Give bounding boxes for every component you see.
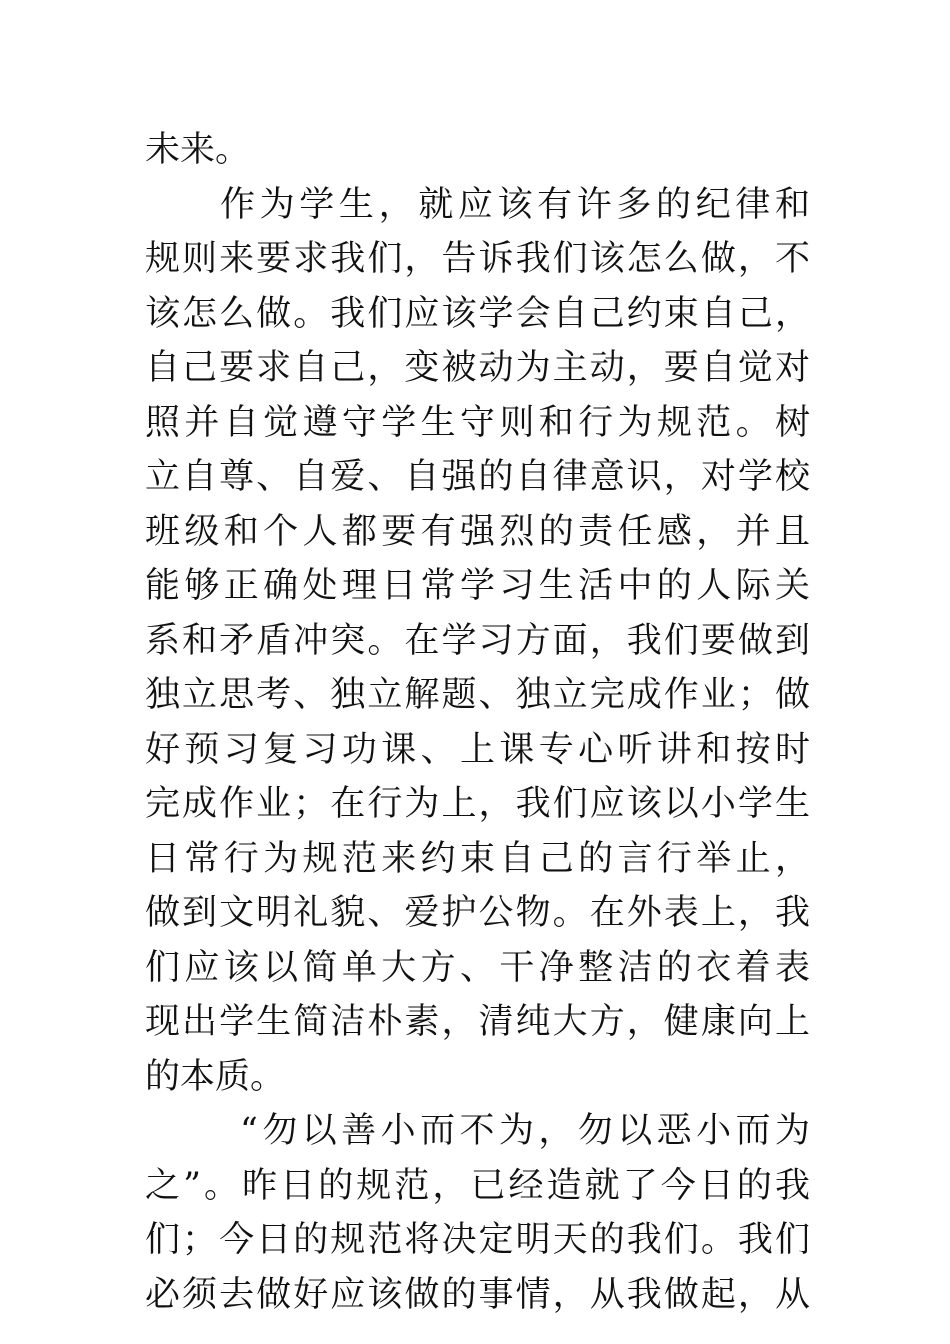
text-line: 的本质。: [145, 1056, 286, 1097]
document-body: [145, 123, 810, 1322]
text-line: 做到文明礼貌、爱护公物。在外表上，我: [145, 893, 810, 933]
text-line: 未来。: [145, 130, 251, 170]
text-line: 好预习复习功课、上课专心听讲和按时: [145, 729, 810, 770]
text-line: 们；今日的规范将决定明天的我们。我们: [145, 1220, 810, 1260]
text-line: 班级和个人都要有强烈的责任感，并且: [145, 511, 810, 552]
text-line: 该怎么做。我们应该学会自己约束自己，: [145, 293, 810, 334]
text-line: 完成作业；在行为上，我们应该以小学生: [145, 784, 810, 824]
text-line: “勿以善小而不为，勿以恶小而为: [240, 1111, 810, 1151]
text-line: 系和矛盾冲突。在学习方面，我们要做到: [145, 620, 810, 661]
text-line: 能够正确处理日常学习生活中的人际关: [145, 566, 810, 606]
text-line: 现出学生简洁朴素，清纯大方，健康向上: [145, 1002, 810, 1042]
text-line: 自己要求自己，变被动为主动，要自觉对: [145, 348, 810, 388]
text-line: 照并自觉遵守学生守则和行为规范。树: [145, 402, 810, 443]
text-line: 日常行为规范来约束自己的言行举止，: [145, 838, 810, 879]
text-line: 们应该以简单大方、干净整洁的衣着表: [145, 947, 810, 988]
text-line: 独立思考、独立解题、独立完成作业；做: [145, 675, 810, 715]
text-line: 之”。昨日的规范，已经造就了今日的我: [145, 1165, 810, 1206]
text-line: 必须去做好应该做的事情，从我做起，从: [145, 1274, 810, 1315]
text-line: 立自尊、自爱、自强的自律意识，对学校: [145, 457, 810, 497]
text-line: 作为学生，就应该有许多的纪律和: [220, 184, 810, 225]
text-line: 规则来要求我们，告诉我们该怎么做，不: [145, 239, 810, 279]
